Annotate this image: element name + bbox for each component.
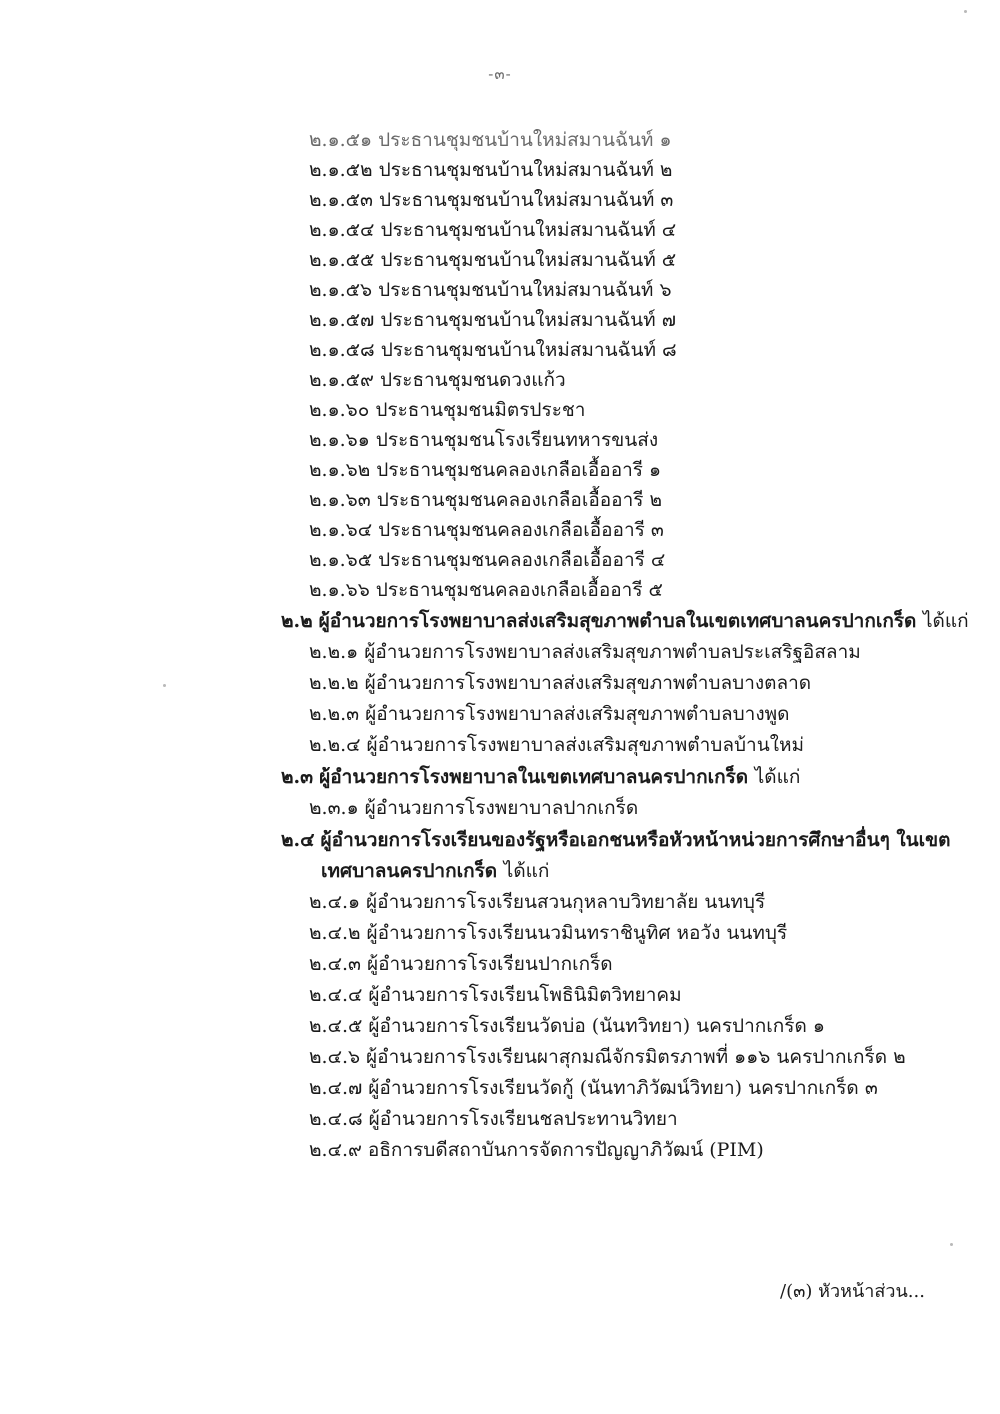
scan-speck [950,1243,953,1246]
list-item: ๒.๑.๕๘ ประธานชุมชนบ้านใหม่สมานฉันท์ ๘ [309,339,677,361]
list-item: ๒.๑.๕๗ ประธานชุมชนบ้านใหม่สมานฉันท์ ๗ [309,309,676,331]
list-item: ๒.๔.๗ ผู้อำนวยการโรงเรียนวัดกู้ (นันทาภิวัฒน์วิทยา) นครปากเกร็ด ๓ [309,1077,878,1099]
list-item: ๒.๑.๖๖ ประธานชุมชนคลองเกลือเอื้ออารี ๕ [309,579,663,601]
list-item: ๒.๑.๕๑ ประธานชุมชนบ้านใหม่สมานฉันท์ ๑ [309,129,672,151]
list-item: ๒.๓.๑ ผู้อำนวยการโรงพยาบาลปากเกร็ด [309,797,639,819]
list-item: ๒.๔.๒ ผู้อำนวยการโรงเรียนนวมินทราชินูทิศ หอวัง นนทบุรี [309,922,788,944]
list-item: ๒.๔.๕ ผู้อำนวยการโรงเรียนวัดบ่อ (นันทวิทยา) นครปากเกร็ด ๑ [309,1015,825,1037]
list-item: ๒.๑.๕๔ ประธานชุมชนบ้านใหม่สมานฉันท์ ๔ [309,219,677,241]
list-item: ๒.๒.๔ ผู้อำนวยการโรงพยาบาลส่งเสริมสุขภาพตำบลบ้านใหม่ [309,734,805,756]
list-item: ๒.๒.๑ ผู้อำนวยการโรงพยาบาลส่งเสริมสุขภาพตำบลประเสริฐอิสลาม [309,641,861,663]
scan-speck [964,10,967,13]
section-heading-2-4-continued: เทศบาลนครปากเกร็ด ได้แก่ [321,860,550,882]
list-item: ๒.๑.๖๔ ประธานชุมชนคลองเกลือเอื้ออารี ๓ [309,519,664,541]
list-item: ๒.๑.๕๒ ประธานชุมชนบ้านใหม่สมานฉันท์ ๒ [309,159,673,181]
list-item: ๒.๑.๖๑ ประธานชุมชนโรงเรียนทหารขนส่ง [309,429,659,451]
list-item: ๒.๑.๕๖ ประธานชุมชนบ้านใหม่สมานฉันท์ ๖ [309,279,672,301]
list-item: ๒.๒.๒ ผู้อำนวยการโรงพยาบาลส่งเสริมสุขภาพตำบลบางตลาด [309,672,812,694]
list-item: ๒.๑.๕๓ ประธานชุมชนบ้านใหม่สมานฉันท์ ๓ [309,189,674,211]
list-item: ๒.๑.๖๓ ประธานชุมชนคลองเกลือเอื้ออารี ๒ [309,489,663,511]
list-item: ๒.๑.๕๙ ประธานชุมชนดวงแก้ว [309,369,566,391]
list-item: ๒.๑.๖๒ ประธานชุมชนคลองเกลือเอื้ออารี ๑ [309,459,662,481]
section-heading-2-4: ๒.๔ ผู้อำนวยการโรงเรียนของรัฐหรือเอกชนหรือหัวหน้าหน่วยการศึกษาอื่นๆ ในเขต [281,829,951,851]
list-item: ๒.๔.๔ ผู้อำนวยการโรงเรียนโพธินิมิตวิทยาคม [309,984,682,1006]
page-number: -๓- [488,65,512,83]
list-item: ๒.๑.๕๕ ประธานชุมชนบ้านใหม่สมานฉันท์ ๕ [309,249,677,271]
list-item: ๒.๒.๓ ผู้อำนวยการโรงพยาบาลส่งเสริมสุขภาพตำบลบางพูด [309,703,790,725]
list-item: ๒.๔.๘ ผู้อำนวยการโรงเรียนชลประทานวิทยา [309,1108,678,1130]
section-heading-2-3: ๒.๓ ผู้อำนวยการโรงพยาบาลในเขตเทศบาลนครปากเกร็ด ได้แก่ [281,766,801,788]
scan-speck [163,684,166,687]
section-heading-2-2: ๒.๒ ผู้อำนวยการโรงพยาบาลส่งเสริมสุขภาพตำบลในเขตเทศบาลนครปากเกร็ด ได้แก่ [281,610,969,632]
list-item: ๒.๔.๖ ผู้อำนวยการโรงเรียนผาสุกมณีจักรมิตรภาพที่ ๑๑๖ นครปากเกร็ด ๒ [309,1046,906,1068]
list-item: ๒.๔.๓ ผู้อำนวยการโรงเรียนปากเกร็ด [309,953,613,975]
list-item: ๒.๔.๙ อธิการบดีสถาบันการจัดการปัญญาภิวัฒน์ (PIM) [309,1139,764,1161]
list-item: ๒.๔.๑ ผู้อำนวยการโรงเรียนสวนกุหลาบวิทยาลัย นนทบุรี [309,891,766,913]
list-item: ๒.๑.๖๕ ประธานชุมชนคลองเกลือเอื้ออารี ๔ [309,549,666,571]
continuation-footer: /(๓) หัวหน้าส่วน... [780,1281,925,1302]
list-item: ๒.๑.๖๐ ประธานชุมชนมิตรประชา [309,399,586,421]
